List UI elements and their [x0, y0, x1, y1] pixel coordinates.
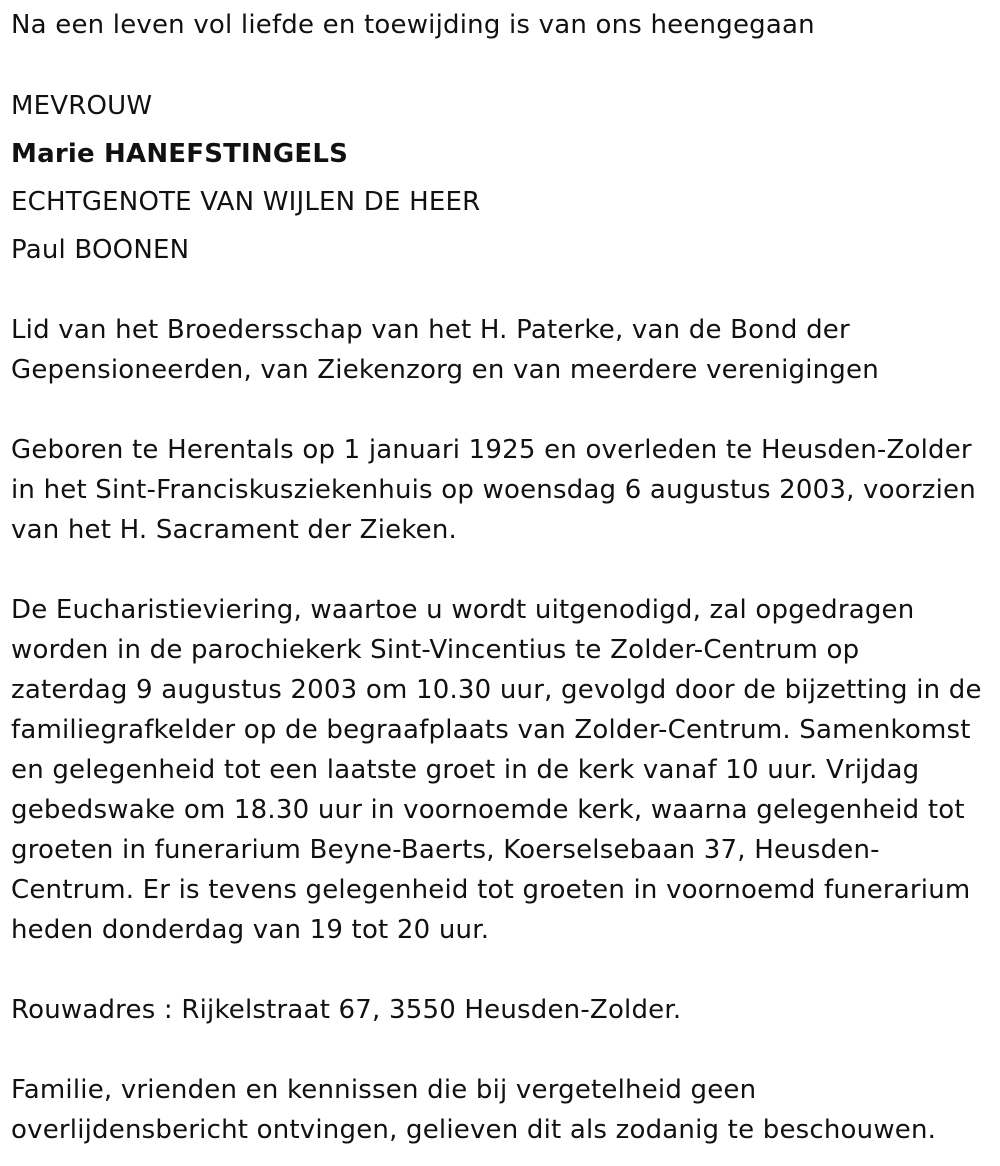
deceased-name: Marie HANEFSTINGELS: [11, 139, 349, 169]
ceremony-line: groeten in funerarium Beyne-Baerts, Koerselsebaan 37, Heusden-: [11, 835, 880, 865]
ceremony-line: worden in de parochiekerk Sint-Vincentius te Zolder-Centrum op: [11, 635, 860, 665]
ceremony-line: heden donderdag van 19 tot 20 uur.: [11, 915, 490, 945]
birth-death-line: Geboren te Herentals op 1 januari 1925 en overleden te Heusden-Zolder: [11, 435, 972, 465]
ceremony-line: familiegrafkelder op de begraafplaats van Zolder-Centrum. Samenkomst: [11, 715, 971, 745]
birth-death-line: in het Sint-Franciskusziekenhuis op woensdag 6 augustus 2003, voorzien: [11, 475, 976, 505]
intro-text: Na een leven vol liefde en toewijding is van ons heengegaan: [11, 10, 815, 40]
ceremony-line: Centrum. Er is tevens gelegenheid tot groeten in voornoemd funerarium: [11, 875, 971, 905]
ceremony-line: en gelegenheid tot een laatste groet in de kerk vanaf 10 uur. Vrijdag: [11, 755, 920, 785]
ceremony-line: De Eucharistieviering, waartoe u wordt uitgenodigd, zal opgedragen: [11, 595, 915, 625]
membership-line: Lid van het Broedersschap van het H. Paterke, van de Bond der: [11, 315, 850, 345]
membership-line: Gepensioneerden, van Ziekenzorg en van meerdere verenigingen: [11, 355, 879, 385]
spouse-label: ECHTGENOTE VAN WIJLEN DE HEER: [11, 187, 481, 217]
closing-line: overlijdensbericht ontvingen, gelieven dit als zodanig te beschouwen.: [11, 1115, 937, 1145]
birth-death-line: van het H. Sacrament der Zieken.: [11, 515, 457, 545]
mourning-address: Rouwadres : Rijkelstraat 67, 3550 Heusden-Zolder.: [11, 995, 682, 1025]
ceremony-line: zaterdag 9 augustus 2003 om 10.30 uur, gevolgd door de bijzetting in de: [11, 675, 982, 705]
spouse-name: Paul BOONEN: [11, 235, 190, 265]
title-prefix: MEVROUW: [11, 91, 153, 121]
ceremony-line: gebedswake om 18.30 uur in voornoemde kerk, waarna gelegenheid tot: [11, 795, 965, 825]
closing-line: Familie, vrienden en kennissen die bij vergetelheid geen: [11, 1075, 757, 1105]
